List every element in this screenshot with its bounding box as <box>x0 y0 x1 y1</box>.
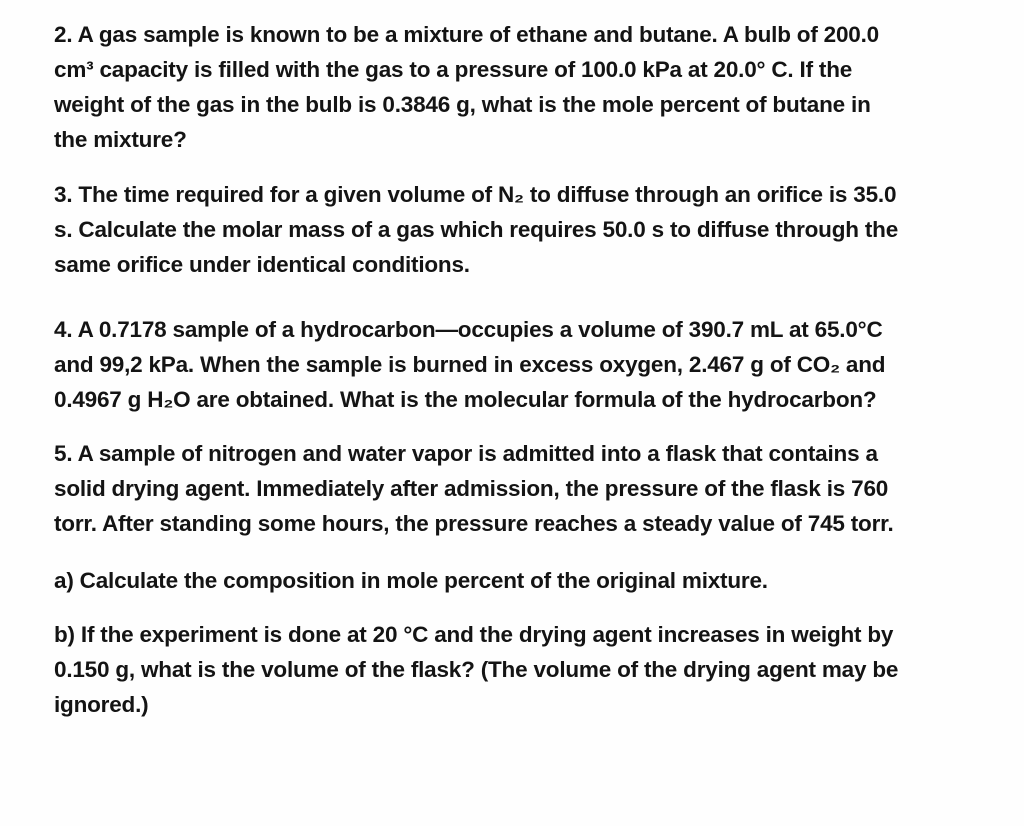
problem-2-line-1: 2. A gas sample is known to be a mixture of ethane and butane. A bulb of 200.0 <box>54 22 879 47</box>
problem-5a-line-1: a) Calculate the composition in mole percent of the original mixture. <box>54 568 768 593</box>
problem-5a <box>54 563 984 598</box>
problem-2-line-3: weight of the gas in the bulb is 0.3846 g, what is the mole percent of butane in <box>54 92 871 117</box>
problem-3-line-1: 3. The time required for a given volume of N₂ to diffuse through an orifice is 35.0 <box>54 182 897 207</box>
problem-2-line-2: cm³ capacity is filled with the gas to a pressure of 100.0 kPa at 20.0° C. If the <box>54 57 853 82</box>
problem-5-line-1: 5. A sample of nitrogen and water vapor is admitted into a flask that contains a <box>54 441 878 466</box>
problem-4-line-1: 4. A 0.7178 sample of a hydrocarbon—occupies a volume of 390.7 mL at 65.0°C <box>54 317 883 342</box>
problem-5b <box>54 617 984 722</box>
problem-3 <box>54 177 984 282</box>
problem-2-line-4: the mixture? <box>54 127 187 152</box>
problem-4-line-2: and 99,2 kPa. When the sample is burned in excess oxygen, 2.467 g of CO₂ and <box>54 352 886 377</box>
problem-5-line-3: torr. After standing some hours, the pressure reaches a steady value of 745 torr. <box>54 511 894 536</box>
problem-3-line-3: same orifice under identical conditions. <box>54 252 470 277</box>
problem-2 <box>54 17 984 157</box>
problem-5b-line-2: 0.150 g, what is the volume of the flask? (The volume of the drying agent may be <box>54 657 899 682</box>
problem-3-line-2: s. Calculate the molar mass of a gas which requires 50.0 s to diffuse through the <box>54 217 899 242</box>
problem-5-line-2: solid drying agent. Immediately after admission, the pressure of the flask is 760 <box>54 476 889 501</box>
problem-5b-line-3: ignored.) <box>54 692 149 717</box>
problem-5 <box>54 436 984 541</box>
problem-4-line-3: 0.4967 g H₂O are obtained. What is the molecular formula of the hydrocarbon? <box>54 387 877 412</box>
problem-4 <box>54 312 984 417</box>
problem-5b-line-1: b) If the experiment is done at 20 °C and the drying agent increases in weight by <box>54 622 894 647</box>
